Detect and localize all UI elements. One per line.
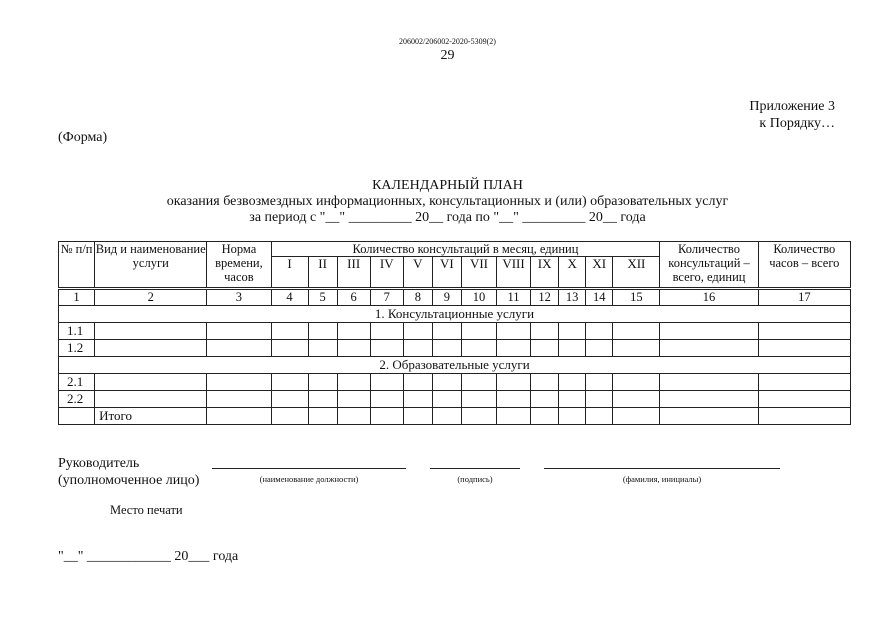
total-row bbox=[59, 408, 851, 425]
role-line-2: (уполномоченное лицо) bbox=[58, 473, 200, 488]
column-number: 15 bbox=[613, 289, 660, 306]
column-number: 9 bbox=[432, 289, 461, 306]
column-number: 1 bbox=[59, 289, 95, 306]
signatory-role bbox=[58, 455, 199, 489]
month-header: III bbox=[337, 257, 370, 289]
column-number-row bbox=[59, 289, 851, 306]
signature-line bbox=[430, 468, 520, 469]
total-label: Итого bbox=[95, 408, 207, 425]
column-number: 10 bbox=[461, 289, 496, 306]
column-number: 2 bbox=[95, 289, 207, 306]
table-row bbox=[59, 340, 851, 357]
document-title bbox=[0, 178, 895, 226]
title-line-3: за период с "__" _________ 20__ года по "__" _________ 20__ года bbox=[249, 210, 646, 225]
row-number: 2.2 bbox=[59, 391, 95, 408]
title-line-1: КАЛЕНДАРНЫЙ ПЛАН bbox=[372, 178, 523, 193]
month-header: IV bbox=[370, 257, 403, 289]
name-signature-line bbox=[544, 468, 780, 469]
appendix-line-1: Приложение 3 bbox=[749, 99, 835, 114]
month-header: XI bbox=[586, 257, 613, 289]
appendix-line-2: к Порядку… bbox=[759, 116, 835, 131]
form-label: (Форма) bbox=[58, 130, 108, 145]
date-line: "__" ____________ 20___ года bbox=[58, 549, 239, 564]
role-line-1: Руководитель bbox=[58, 456, 140, 471]
header-consultations: Количество консультаций в месяц, единиц bbox=[271, 242, 660, 257]
header-total-hours: Количество часов – всего bbox=[758, 242, 850, 289]
month-header: V bbox=[403, 257, 432, 289]
column-number: 16 bbox=[660, 289, 758, 306]
row-number: 1.1 bbox=[59, 323, 95, 340]
section-title: 2. Образовательные услуги bbox=[59, 357, 851, 374]
section-row bbox=[59, 306, 851, 323]
column-number: 6 bbox=[337, 289, 370, 306]
month-header: VIII bbox=[497, 257, 531, 289]
document-code: 206002/206002-2020-5309(2) bbox=[399, 37, 496, 46]
column-number: 12 bbox=[531, 289, 559, 306]
name-caption: (фамилия, инициалы) bbox=[622, 474, 702, 484]
header-num: № п/п bbox=[59, 242, 95, 289]
column-number: 5 bbox=[308, 289, 337, 306]
table-row bbox=[59, 323, 851, 340]
column-number: 4 bbox=[271, 289, 308, 306]
row-number: 2.1 bbox=[59, 374, 95, 391]
column-number: 3 bbox=[207, 289, 271, 306]
table-row bbox=[59, 391, 851, 408]
month-header: II bbox=[308, 257, 337, 289]
position-signature-line bbox=[212, 468, 406, 469]
header-total-consultations: Количество консультаций – всего, единиц bbox=[660, 242, 758, 289]
title-line-2: оказания безвозмездных информационных, консультационных и (или) образовательных услуг bbox=[166, 194, 729, 209]
signature-caption: (подпись) bbox=[457, 474, 493, 484]
month-header: VII bbox=[461, 257, 496, 289]
section-row bbox=[59, 357, 851, 374]
section-title: 1. Консультационные услуги bbox=[59, 306, 851, 323]
page-number: 29 bbox=[440, 48, 455, 63]
header-service: Вид и наименование услуги bbox=[95, 242, 207, 289]
position-caption: (наименование должности) bbox=[259, 474, 359, 484]
row-number: 1.2 bbox=[59, 340, 95, 357]
month-header: XII bbox=[613, 257, 660, 289]
column-number: 13 bbox=[559, 289, 586, 306]
column-number: 11 bbox=[497, 289, 531, 306]
month-header: IX bbox=[531, 257, 559, 289]
header-norm: Норма времени, часов bbox=[207, 242, 271, 289]
column-number: 14 bbox=[586, 289, 613, 306]
table-row bbox=[59, 374, 851, 391]
column-number: 17 bbox=[758, 289, 850, 306]
column-number: 8 bbox=[403, 289, 432, 306]
calendar-plan-table bbox=[58, 241, 851, 425]
column-number: 7 bbox=[370, 289, 403, 306]
month-header: I bbox=[271, 257, 308, 289]
stamp-place: Место печати bbox=[110, 503, 183, 517]
month-header: X bbox=[559, 257, 586, 289]
month-header: VI bbox=[432, 257, 461, 289]
appendix-reference bbox=[720, 98, 835, 132]
